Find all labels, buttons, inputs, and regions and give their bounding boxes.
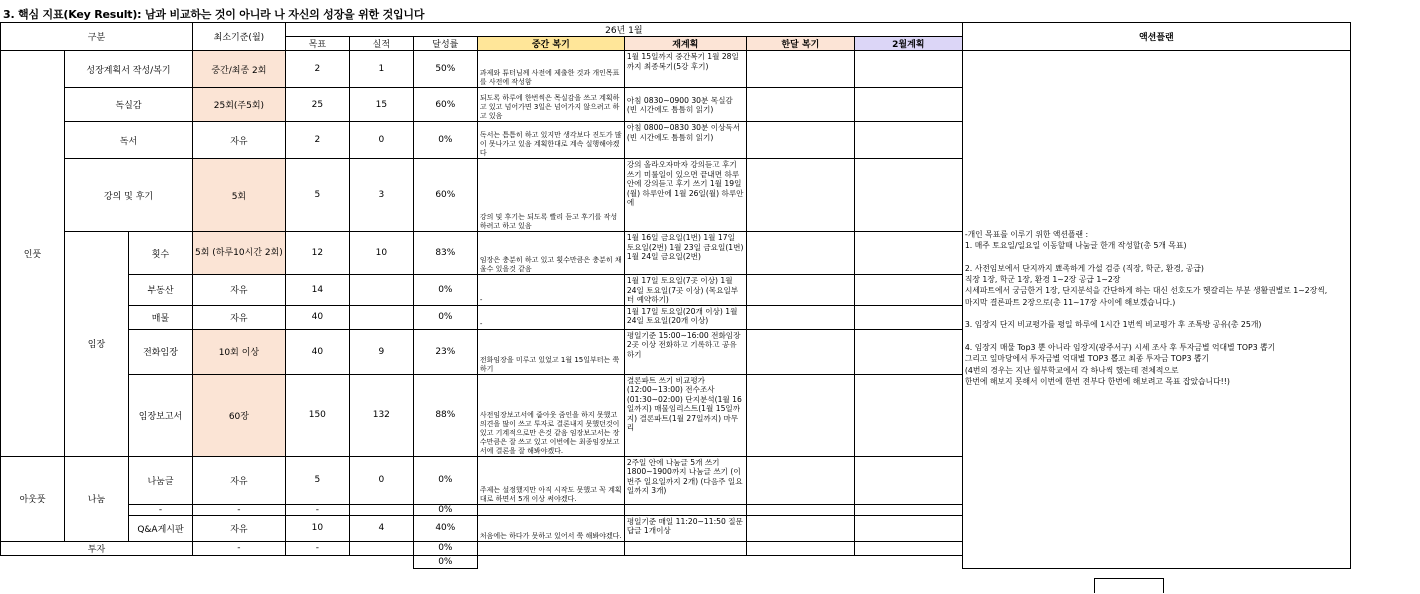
row-feb-plan	[854, 275, 962, 306]
row-min: 자유	[193, 456, 286, 504]
row-month-review	[746, 374, 854, 456]
row-min: 10회 이상	[193, 329, 286, 374]
row-mid-review: 전화임장을 미루고 있었고 1월 15일부터는 쭉 하기	[477, 329, 624, 374]
group-input: 인풋	[1, 51, 65, 457]
row-actual: 1	[349, 51, 413, 88]
row-name: 부동산	[129, 275, 193, 306]
header-month: 26년 1월	[285, 23, 962, 37]
blank	[477, 555, 962, 568]
row-feb-plan	[854, 456, 962, 504]
header-min-standard: 최소기준(월)	[193, 23, 286, 51]
page-title: 3. 핵심 지표(Key Result): 남과 비교하는 것이 아니라 나 자신의 성장을 위한 것입니다	[3, 8, 425, 21]
row-actual: 3	[349, 159, 413, 232]
row-name: 전화임장	[129, 329, 193, 374]
row-actual	[349, 305, 413, 329]
action-plan-text: -개인 목표를 이루기 위한 액션플랜 : 1. 매주 토요일/일요일 이동할때 나눔글 한개 작성할(총 5개 목표) 2. 사전임보에서 단지까지 뾰족하게 가설 검증 (직장, 학군, 환경, 공급) 직장 1장, 학군 1장, 환경 1~2장 공급 1~2장 시세파트에서 궁금한거 1장, 단지분석을 간단하게 하는 대신 선호도가 헷갈리는 부분 생활권별로 1~2장씩, 마지막 결론파트 2장으로(총 11~17장 사이에 해보겠습니다.) 3. 임장지 단지 비교평가를 평일 하루에 1시간 1번씩 비교평가 후 조톡방 공유(총 25개) 4. 임장지 매물 Top3 뿐 아니라 임장지(광주서구) 시세 조사 후 투자금별 억대별 TOP3 뽑기 그리고 잎마당에서 투자금별 억대별 TOP3 뽑고 최종 투자금 TOP3 뽑기 (4번의 경우는 지난 월부학교에서 각 하나씩 했는데 전체적으로 한번에 해보지 못해서 이번에 한번 전부다 한번에 해보려고 목표 잡았습니다!!)	[962, 51, 1350, 569]
row-replan: 강의 올라오자마자 강의듣고 후기 쓰기 미룰일이 있으면 끝내면 하루안에 강의듣고 후기 쓰기 1월 19일(월) 하루안에 1월 26일(월) 하루안에	[624, 159, 746, 232]
row-month-review	[746, 159, 854, 232]
row-month-review	[746, 456, 854, 504]
row-mid-review: 임장은 충분히 하고 있고 횟수만큼은 충분히 채울수 있을것 같음	[477, 232, 624, 275]
row-rate: 40%	[413, 515, 477, 541]
row-rate: 60%	[413, 159, 477, 232]
row-name: 독실감	[65, 88, 193, 122]
row-feb-plan	[854, 329, 962, 374]
row-month-review	[746, 232, 854, 275]
header-feb-plan: 2월계획	[854, 37, 962, 51]
row-rate: 0%	[413, 504, 477, 515]
row-min: 5회 (하루10시간 2회)	[193, 232, 286, 275]
row-mid-review	[477, 541, 624, 555]
row-goal: 40	[285, 329, 349, 374]
row-month-review	[746, 275, 854, 306]
row-rate: 83%	[413, 232, 477, 275]
row-mid-review: 사전임장보고서에 줍아웃 줌인을 하지 못했고 의견을 많이 쓰고 투자로 결론내지 못했던것이 있고 기계적으로만 은것 같음 임장보고서는 장수만큼은 잘 쓰고 있고 이번에는 최종임장보고서에 결론을 잘 해봐야겠다.	[477, 374, 624, 456]
row-feb-plan	[854, 232, 962, 275]
row-replan: 1월 16일 금요일(1번) 1월 17일 토요일(2번) 1월 23일 금요일(1번) 1월 24일 금요일(2번)	[624, 232, 746, 275]
header-month-review: 한달 복기	[746, 37, 854, 51]
row-mid-review: -	[477, 275, 624, 306]
row-goal: 5	[285, 159, 349, 232]
group-sharing: 나눔	[65, 456, 129, 541]
header-replan: 재계획	[624, 37, 746, 51]
row-name: 나눔글	[129, 456, 193, 504]
row-goal: 2	[285, 51, 349, 88]
row-goal: 10	[285, 515, 349, 541]
row-rate: 88%	[413, 374, 477, 456]
row-rate: 50%	[413, 51, 477, 88]
row-name: Q&A게시판	[129, 515, 193, 541]
key-result-table	[0, 22, 1351, 569]
row-mid-review: 독서는 틈틈히 하고 있지만 생각보다 진도가 많이 못나가고 있음 계획한대로 계속 실행해야겠다	[477, 122, 624, 159]
row-replan: 아침 0830~0900 30분 목실감 (빈 시간에도 틈틈히 읽기)	[624, 88, 746, 122]
group-output: 아웃풋	[1, 456, 65, 541]
row-rate: 0%	[413, 275, 477, 306]
row-month-review	[746, 541, 854, 555]
row-replan	[624, 541, 746, 555]
group-invest: 투자	[1, 541, 193, 555]
row-name: 강의 및 후기	[65, 159, 193, 232]
row-month-review	[746, 515, 854, 541]
row-feb-plan	[854, 88, 962, 122]
row-replan: 1월 17일 토요일(20개 이상) 1월 24일 토요일(20개 이상)	[624, 305, 746, 329]
row-feb-plan	[854, 305, 962, 329]
row-rate: 0%	[413, 122, 477, 159]
row-month-review	[746, 51, 854, 88]
header-category: 구분	[1, 23, 193, 51]
row-feb-plan	[854, 51, 962, 88]
group-imjang: 임장	[65, 232, 129, 457]
row-feb-plan	[854, 374, 962, 456]
row-replan	[624, 504, 746, 515]
header-mid-review: 중간 복기	[477, 37, 624, 51]
header-goal: 목표	[285, 37, 349, 51]
row-replan: 1월 15일까지 중간복기 1월 28일까지 최종복기(5강 후기)	[624, 51, 746, 88]
row-actual: 9	[349, 329, 413, 374]
row-min: 5회	[193, 159, 286, 232]
row-goal: -	[285, 541, 349, 555]
row-mid-review: 주제는 설정했지만 아직 시작도 못했고 꼭 계획대로 하면서 5개 이상 써야겠다.	[477, 456, 624, 504]
blank	[1, 555, 414, 568]
row-min: 자유	[193, 275, 286, 306]
stray-cell-box	[1094, 578, 1164, 593]
row-actual: 15	[349, 88, 413, 122]
row-mid-review: -	[477, 305, 624, 329]
header-action-plan: 액션플랜	[962, 23, 1350, 51]
row-month-review	[746, 88, 854, 122]
row-name: -	[129, 504, 193, 515]
row-min: 자유	[193, 305, 286, 329]
header-rate: 달성률	[413, 37, 477, 51]
row-actual: 0	[349, 456, 413, 504]
row-replan: 아침 0800~0830 30분 이상독서 (빈 시간에도 틈틈히 읽기)	[624, 122, 746, 159]
row-goal: 5	[285, 456, 349, 504]
row-feb-plan	[854, 541, 962, 555]
header-actual: 실적	[349, 37, 413, 51]
row-replan: 2주일 안에 나눔글 5개 쓰기 1800~1900까지 나눔글 쓰기 (이번주 일요일까지 2개) (다음주 일요일까지 3개)	[624, 456, 746, 504]
table-row	[1, 51, 1351, 88]
row-min: 60장	[193, 374, 286, 456]
row-mid-review: 과제와 튜터님께 사전에 제출한 것과 개인목표를 사전에 작성함	[477, 51, 624, 88]
row-name: 매물	[129, 305, 193, 329]
row-goal: -	[285, 504, 349, 515]
row-actual	[349, 541, 413, 555]
row-goal: 2	[285, 122, 349, 159]
row-month-review	[746, 122, 854, 159]
row-name: 독서	[65, 122, 193, 159]
row-actual	[349, 275, 413, 306]
row-rate: 60%	[413, 88, 477, 122]
row-month-review	[746, 504, 854, 515]
row-month-review	[746, 329, 854, 374]
row-min: 중간/최종 2회	[193, 51, 286, 88]
row-min: -	[193, 504, 286, 515]
row-name: 성장계획서 작성/복기	[65, 51, 193, 88]
row-mid-review: 강의 및 후기는 되도록 빨리 듣고 후기를 작성하려고 하고 있음	[477, 159, 624, 232]
row-actual: 4	[349, 515, 413, 541]
row-mid-review: 처음에는 하다가 못하고 있어서 쭉 해봐야겠다.	[477, 515, 624, 541]
row-rate: 23%	[413, 329, 477, 374]
row-min: 자유	[193, 515, 286, 541]
row-goal: 14	[285, 275, 349, 306]
row-mid-review: 되도록 하루에 한번씩은 목실감을 쓰고 계획하고 있고 넘어가면 3일은 넘어가지 않으려고 하고 있음	[477, 88, 624, 122]
row-min: 자유	[193, 122, 286, 159]
row-goal: 25	[285, 88, 349, 122]
row-feb-plan	[854, 122, 962, 159]
row-rate: 0%	[413, 456, 477, 504]
row-name: 임장보고서	[129, 374, 193, 456]
row-feb-plan	[854, 504, 962, 515]
row-min: 25회(주5회)	[193, 88, 286, 122]
row-name: 횟수	[129, 232, 193, 275]
row-actual: 10	[349, 232, 413, 275]
row-replan: 평일기준 15:00~16:00 전화임장 2곳 이상 전화하고 기록하고 공유하기	[624, 329, 746, 374]
row-actual: 132	[349, 374, 413, 456]
row-actual	[349, 504, 413, 515]
row-mid-review	[477, 504, 624, 515]
total-rate: 0%	[413, 555, 477, 568]
row-replan: 결론파트 쓰기 비교평가(12:00~13:00) 전수조사(01:30~02:00) 단지분석(1월 16일까지) 매물임리스트(1월 15일까지) 결론파트(1월 27일까지) 마무리	[624, 374, 746, 456]
row-replan: 평일기준 매일 11:20~11:50 질문답글 1개이상	[624, 515, 746, 541]
row-rate: 0%	[413, 541, 477, 555]
row-rate: 0%	[413, 305, 477, 329]
row-replan: 1월 17일 토요일(7곳 이상) 1월 24일 토요일(7곳 이상) (목요일부터 예약하기)	[624, 275, 746, 306]
row-actual: 0	[349, 122, 413, 159]
row-feb-plan	[854, 159, 962, 232]
row-month-review	[746, 305, 854, 329]
row-goal: 12	[285, 232, 349, 275]
row-min: -	[193, 541, 286, 555]
row-feb-plan	[854, 515, 962, 541]
row-goal: 150	[285, 374, 349, 456]
row-goal: 40	[285, 305, 349, 329]
